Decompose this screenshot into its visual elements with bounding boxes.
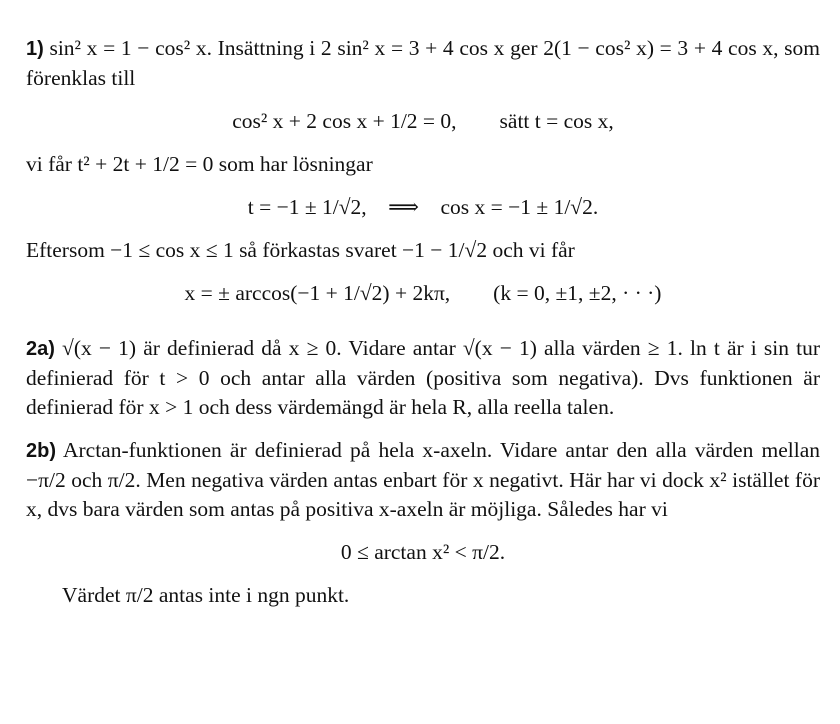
section-1-para-3: Eftersom −1 ≤ cos x ≤ 1 så förkastas svaret −1 − 1/√2 och vi får bbox=[26, 238, 575, 262]
section-2a bbox=[26, 334, 820, 422]
section-1-label: 1) bbox=[26, 38, 44, 60]
equation-1: cos² x + 2 cos x + 1/2 = 0, sätt t = cos x, bbox=[232, 109, 614, 133]
section-2b-label: 2b) bbox=[26, 440, 56, 462]
section-1-para-2: vi får t² + 2t + 1/2 = 0 som har lösningar bbox=[26, 152, 373, 176]
section-2b-text: Arctan-funktionen är definierad på hela x-axeln. Vidare antar den alla värden mellan −π/2 och π/2. Men negativa värden antas enbart för x negativt. Här har vi dock x² istället för x, dvs bara värden som antas på positiva x-axeln är möjliga. Således har vi bbox=[26, 438, 820, 521]
section-2a-label: 2a) bbox=[26, 338, 55, 360]
equation-2: t = −1 ± 1/√2, ⟹ cos x = −1 ± 1/√2. bbox=[247, 195, 599, 219]
equation-2b: 0 ≤ arctan x² < π/2. bbox=[340, 540, 506, 564]
section-1-intro bbox=[26, 34, 820, 93]
section-2a-text: √(x − 1) är definierad då x ≥ 0. Vidare antar √(x − 1) alla värden ≥ 1. ln t är i sin tur definierad för t > 0 och antar alla värden (positiva som negativa). Dvs funktionen är definierad för x > 1 och dess värdemängd är hela R, alla reella talen. bbox=[26, 336, 821, 419]
section-2b bbox=[26, 436, 820, 524]
section-2b-closing: Värdet π/2 antas inte i ngn punkt. bbox=[62, 583, 350, 607]
solution-page bbox=[26, 34, 820, 610]
section-1-para-1: sin² x = 1 − cos² x. Insättning i 2 sin² x = 3 + 4 cos x ger 2(1 − cos² x) = 3 + 4 cos x, som förenklas till bbox=[26, 36, 821, 90]
equation-3: x = ± arccos(−1 + 1/√2) + 2kπ, (k = 0, ±1, ±2, · · ·) bbox=[184, 281, 662, 305]
